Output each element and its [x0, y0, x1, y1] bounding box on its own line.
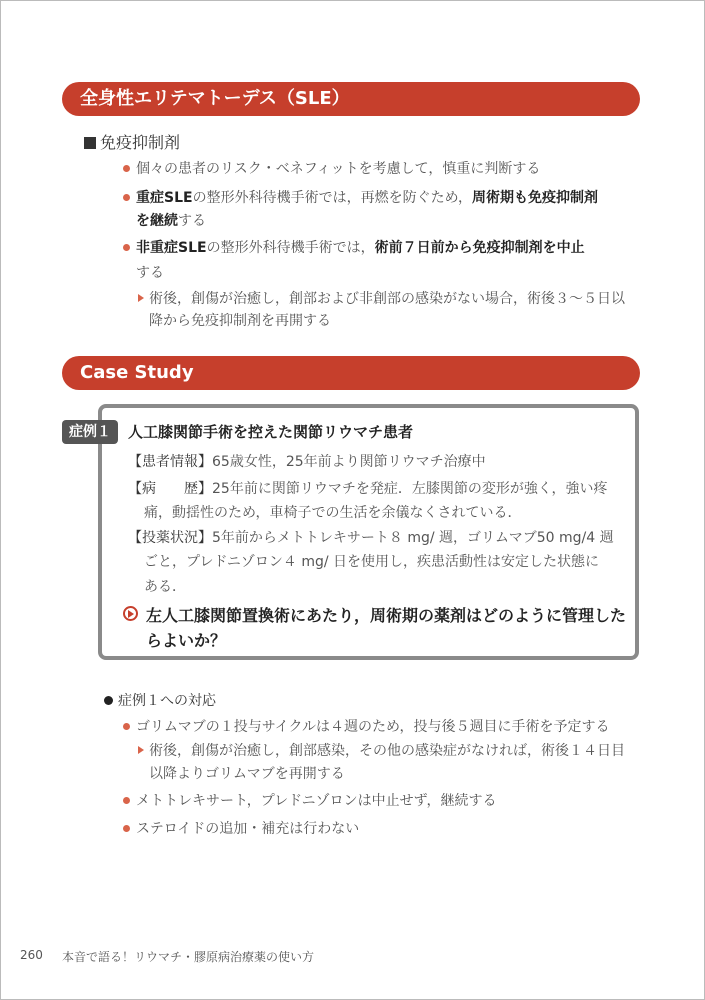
patient-info-value: 65歳女性，25年前より関節リウマチ治療中	[212, 454, 486, 470]
history-value-1: 25年前に関節リウマチを発症．左膝関節の変形が強く，強い疼	[212, 481, 608, 497]
response-sub-line2: 以降よりゴリムマブを再開する	[149, 766, 345, 782]
patient-info-label: 【患者情報】	[128, 454, 212, 470]
response-sub-line1: 術後，創傷が治癒し，創部感染，その他の感染症がなければ，術後１４日目	[149, 743, 625, 759]
meds-line3: ある．	[144, 579, 186, 595]
subheading-text: 免疫抑制剤	[100, 133, 181, 152]
response-heading	[104, 690, 216, 710]
bullet-icon	[123, 194, 130, 201]
severe-sle-text: 重症SLE	[136, 190, 193, 206]
sle-item-2-text: の整形外科待機手術では，再燃を防ぐため，	[192, 190, 473, 206]
triangle-bullet-icon	[138, 746, 144, 754]
response-item-1: ゴリムマブの１投与サイクルは４週のため，投与後５週目に手術を予定する	[136, 719, 610, 735]
response-item-3: ステロイドの追加・補充は行わない	[136, 821, 360, 837]
sle-sub-item-line2: 降から免疫抑制剤を再開する	[149, 313, 331, 329]
arrow-circle-icon	[123, 606, 138, 621]
sle-item-3-line1	[136, 237, 585, 257]
case-title: 人工膝関節手術を控えた関節リウマチ患者	[128, 423, 414, 441]
history-line1	[128, 478, 608, 498]
question-line1: 左人工膝関節置換術にあたり，周術期の薬剤はどのように管理した	[146, 606, 627, 625]
book-title: 本音で語る！リウマチ・膠原病治療薬の使い方	[62, 950, 315, 964]
patient-info	[128, 451, 486, 471]
sle-item-3-line2: する	[136, 265, 164, 281]
triangle-bullet-icon	[138, 294, 144, 302]
response-heading-text: 症例１への対応	[118, 693, 216, 709]
history-line2: 痛，動揺性のため，車椅子での生活を余儀なくされている．	[144, 505, 522, 521]
history-label: 【病 歴】	[128, 481, 212, 497]
meds-label: 【投薬状況】	[128, 530, 212, 546]
bullet-icon	[123, 825, 130, 832]
meds-line2: ごと，プレドニゾロン４ mg/ 日を使用し，疾患活動性は安定した状態に	[144, 554, 600, 570]
section-banner-sle: 全身性エリテマトーデス（SLE）	[62, 82, 640, 116]
continue-text: を継続	[136, 213, 178, 229]
sle-sub-item-line1: 術後，創傷が治癒し，創部および非創部の感染がない場合，術後３～５日以	[149, 291, 625, 307]
section-banner-case-study: Case Study	[62, 356, 640, 390]
bullet-icon	[123, 723, 130, 730]
question-line2: らよいか？	[146, 631, 227, 650]
sle-item-2-line1	[136, 187, 598, 207]
bullet-icon	[123, 244, 130, 251]
response-item-2: メトトレキサート，プレドニゾロンは中止せず，継続する	[136, 793, 497, 809]
subheading-immunosuppressants	[84, 130, 180, 153]
bullet-icon	[123, 165, 130, 172]
meds-line1	[128, 527, 614, 547]
page-number: 260	[20, 948, 43, 962]
case-tag: 症例１	[62, 420, 118, 444]
nonsevere-sle-text: 非重症SLE	[136, 240, 207, 256]
dot-bullet-icon	[104, 696, 113, 705]
sle-item-2-line2	[136, 210, 206, 230]
bullet-icon	[123, 797, 130, 804]
square-bullet-icon	[84, 137, 96, 149]
sle-item-3-emphasis: 術前７日前から免疫抑制剤を中止	[374, 240, 585, 256]
sle-item-2-end: する	[178, 213, 206, 229]
sle-item-3-text: の整形外科待機手術では，	[206, 240, 375, 256]
sle-item-2-emphasis: 周術期も免疫抑制剤	[472, 190, 599, 206]
sle-item-1: 個々の患者のリスク・ベネフィットを考慮して，慎重に判断する	[136, 161, 541, 177]
meds-value-1: 5年前からメトトレキサート８ mg/ 週，ゴリムマブ50 mg/4 週	[212, 530, 614, 546]
